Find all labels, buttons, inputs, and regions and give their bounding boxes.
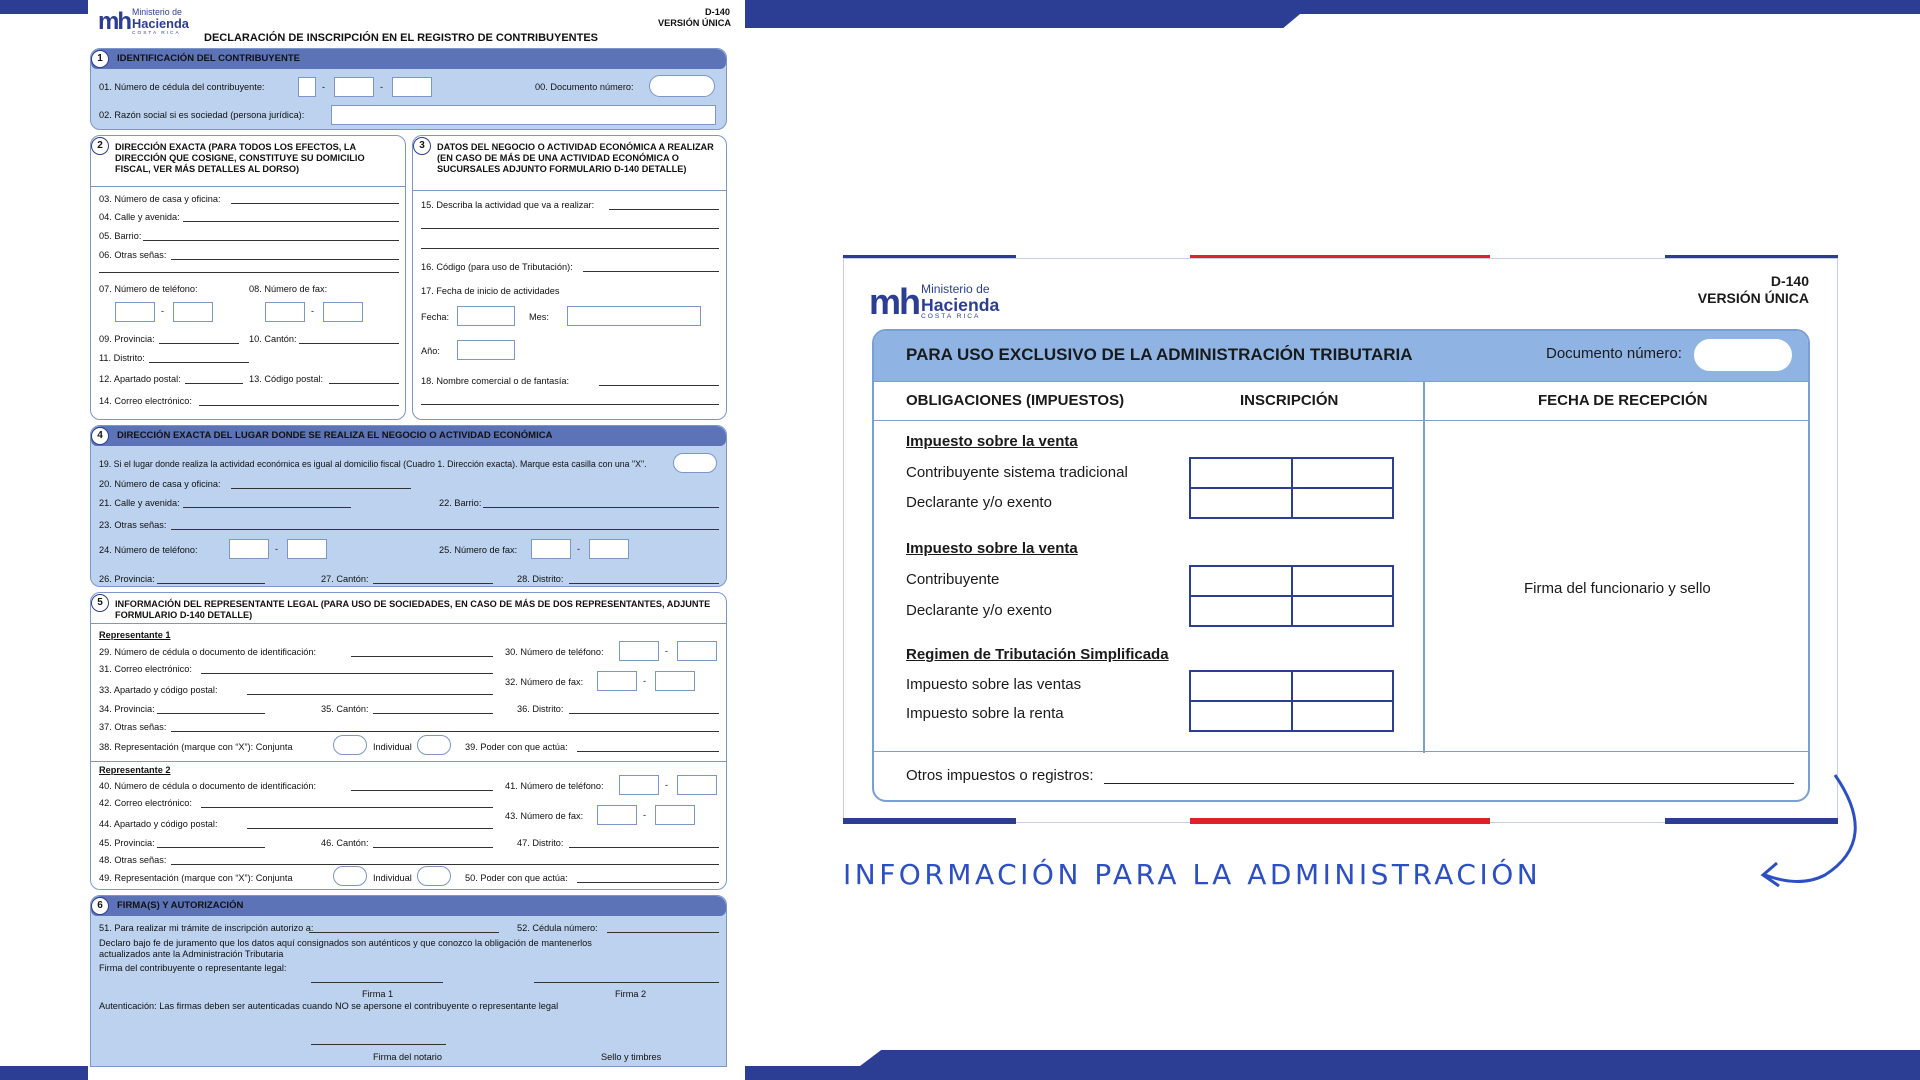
fecha-field[interactable] xyxy=(457,306,515,326)
label-14: 14. Correo electrónico: xyxy=(99,396,192,406)
cedula-part1[interactable] xyxy=(298,77,316,97)
label-individual-1: Individual xyxy=(373,742,412,752)
fax-25b[interactable] xyxy=(589,539,629,559)
card-bottom-bar-red xyxy=(1190,818,1490,824)
field-13[interactable] xyxy=(329,383,399,384)
label-individual-2: Individual xyxy=(373,873,412,883)
section-4-number: 4 xyxy=(91,427,109,445)
bottom-right-bar xyxy=(745,1066,1920,1080)
field-48[interactable] xyxy=(171,864,719,865)
top-left-bar xyxy=(0,0,88,14)
field-18b[interactable] xyxy=(421,404,719,405)
declaracion-text: Declaro bajo fe de juramento que los datos aquí consignados son auténticos y que conozco la obligación de mantenerlos actualizados ante la Administración Tributaria xyxy=(99,938,592,959)
field-33[interactable] xyxy=(247,694,493,695)
label-42: 42. Correo electrónico: xyxy=(99,798,192,808)
card-logo-line2: Hacienda xyxy=(921,294,1000,315)
otros-impuestos-label: Otros impuestos o registros: xyxy=(906,767,1094,784)
label-28: 28. Distrito: xyxy=(517,574,564,584)
label-24: 24. Número de teléfono: xyxy=(99,545,198,555)
cedula-part3[interactable] xyxy=(392,77,432,97)
label-22: 22. Barrio: xyxy=(439,498,482,508)
label-29: 29. Número de cédula o documento de identificación: xyxy=(99,647,317,657)
group-2-item-2: Declarante y/o exento xyxy=(906,602,1052,619)
label-23: 23. Otras señas: xyxy=(99,520,167,530)
card-bottom-bar-left xyxy=(843,818,1016,824)
label-25: 25. Número de fax: xyxy=(439,545,518,555)
section-1-number: 1 xyxy=(91,50,109,68)
label-30: 30. Número de teléfono: xyxy=(505,647,604,657)
label-08: 08. Número de fax: xyxy=(249,284,328,294)
group-3-title: Regimen de Tributación Simplificada xyxy=(906,646,1169,663)
label-00: 00. Documento número: xyxy=(535,82,634,92)
form-version: VERSIÓN ÚNICA xyxy=(658,18,731,28)
conjunta-1-checkbox[interactable] xyxy=(333,735,367,755)
section-3 xyxy=(412,135,727,420)
logo-line3: COSTA RICA xyxy=(132,30,181,36)
cedula-part2[interactable] xyxy=(334,77,374,97)
field-15b[interactable] xyxy=(421,228,719,229)
card-logo-line1: Ministerio de xyxy=(921,281,990,296)
section-5: 5 INFORMACIÓN DEL REPRESENTANTE LEGAL (PARA USO DE SOCIEDADES, EN CASO DE MÁS DE DOS REPRESENTANTES, ADJUNTE FORMULARIO D-140 DETALLE) Representante 1 29. Número de cédula o documento de identificación: 30. Número de teléfono: - 31. Correo electrónico: 32. Número de fax: - 33. Apartado y código postal: 34. Provincia: 35. Cantón: 36. Distrito: 37. Otras señas: 38. Representación (marque con “X”): Conjunta Individual 39. Poder con que actúa: Representante 2 40. Número de cédula o documento de identificación: 41. Número de teléfono: - 42. Correo electrónico: 43. Número de fax: - 44. Apartado y código postal: 45. Provincia: 46. Cantón: 47. Distrito: 48. Otras señas: 49. Representación (marque con “X”): Conjunta Individual 50. Poder con que actúa: xyxy=(90,592,727,890)
field-20[interactable] xyxy=(231,488,411,489)
card-mh-logo-mark: mh xyxy=(869,281,919,322)
label-17: 17. Fecha de inicio de actividades xyxy=(421,286,560,296)
field-37[interactable] xyxy=(171,731,719,732)
label-33: 33. Apartado y código postal: xyxy=(99,685,218,695)
firma-1-line[interactable] xyxy=(311,982,443,983)
mh-logo-mark: mh xyxy=(98,8,130,35)
field-40[interactable] xyxy=(351,790,493,791)
label-47: 47. Distrito: xyxy=(517,838,564,848)
mismo-domicilio-checkbox[interactable] xyxy=(673,453,717,473)
label-38: 38. Representación (marque con “X”): Conjunta xyxy=(99,742,293,752)
fax-b[interactable] xyxy=(323,302,363,322)
field-18[interactable] xyxy=(599,385,719,386)
section-5-title: INFORMACIÓN DEL REPRESENTANTE LEGAL (PARA USO DE SOCIEDADES, EN CASO DE MÁS DE DOS REPRESENTANTES, ADJUNTE FORMULARIO D-140 DETALLE) xyxy=(115,599,711,620)
label-firma-contribuyente: Firma del contribuyente o representante legal: xyxy=(99,963,287,973)
card-documento-numero-field[interactable] xyxy=(1694,339,1792,371)
label-06: 06. Otras señas: xyxy=(99,250,167,260)
section-4: DIRECCIÓN EXACTA DEL LUGAR DONDE SE REALIZA EL NEGOCIO O ACTIVIDAD ECONÓMICA 4 19. Si el lugar donde realiza la actividad económica es igual al domicilio fiscal (Cuadro 1. Dirección exacta). Marque esta casilla con una "X". 20. Número de casa y oficina: 21. Calle y avenida: 22. Barrio: 23. Otras señas: 24. Número de teléfono: - 25. Número de fax: - 26. Provincia: 27. Cantón: 28. Distrito: xyxy=(90,425,727,587)
form-code: D-140 xyxy=(705,7,731,17)
field-15[interactable] xyxy=(609,209,719,210)
section-2-title: DIRECCIÓN EXACTA (PARA TODOS LOS EFECTOS, LA DIRECCIÓN QUE COSIGNE, CONSTITUYE SU DOMICILIO FISCAL, VER MÁS DETALLES AL DORSO) xyxy=(115,142,365,174)
label-49: 49. Representación (marque con “X”): Conjunta xyxy=(99,873,293,883)
label-46: 46. Cantón: xyxy=(321,838,369,848)
label-01: 01. Número de cédula del contribuyente: xyxy=(99,82,265,92)
label-fecha: Fecha: xyxy=(421,312,450,322)
telefono-a[interactable] xyxy=(115,302,155,322)
card-logo xyxy=(869,281,999,323)
label-05: 05. Barrio: xyxy=(99,231,142,241)
label-15: 15. Describa la actividad que va a realizar: xyxy=(421,200,595,210)
section-6-title: FIRMA(S) Y AUTORIZACIÓN xyxy=(91,896,726,916)
field-31[interactable] xyxy=(201,673,493,674)
telefono-41b[interactable] xyxy=(677,775,717,795)
field-26[interactable] xyxy=(157,583,265,584)
conjunta-2-checkbox[interactable] xyxy=(333,866,367,886)
section-2-number: 2 xyxy=(91,137,109,155)
field-12[interactable] xyxy=(185,383,243,384)
label-18: 18. Nombre comercial o de fantasía: xyxy=(421,376,570,386)
field-15c[interactable] xyxy=(421,248,719,249)
fax-43a[interactable] xyxy=(597,805,637,825)
telefono-24b[interactable] xyxy=(287,539,327,559)
field-23[interactable] xyxy=(171,529,719,530)
field-47[interactable] xyxy=(569,847,719,848)
section-4-title: DIRECCIÓN EXACTA DEL LUGAR DONDE SE REALIZA EL NEGOCIO O ACTIVIDAD ECONÓMICA xyxy=(91,426,726,446)
fax-43b[interactable] xyxy=(655,805,695,825)
fax-a[interactable] xyxy=(265,302,305,322)
field-29[interactable] xyxy=(351,656,493,657)
label-36: 36. Distrito: xyxy=(517,704,564,714)
field-10[interactable] xyxy=(299,343,399,344)
label-39: 39. Poder con que actúa: xyxy=(465,742,568,752)
bottom-left-bar xyxy=(0,1066,88,1080)
label-40: 40. Número de cédula o documento de identificación: xyxy=(99,781,317,791)
group-2-checkgrid[interactable] xyxy=(1189,565,1394,627)
caption-informacion-administracion: INFORMACIÓN PARA LA ADMINISTRACIÓN xyxy=(843,858,1542,891)
label-firma-1: Firma 1 xyxy=(362,989,394,999)
individual-2-checkbox[interactable] xyxy=(417,866,451,886)
label-19: 19. Si el lugar donde realiza la actividad económica es igual al domicilio fiscal (Cuadro 1. Dirección exacta). Marque esta casilla con una "X". xyxy=(99,459,647,469)
label-04: 04. Calle y avenida: xyxy=(99,212,180,222)
col-obligaciones: OBLIGACIONES (IMPUESTOS) xyxy=(906,392,1125,409)
razon-social-field[interactable] xyxy=(331,105,716,125)
fax-32a[interactable] xyxy=(597,671,637,691)
field-11[interactable] xyxy=(149,362,249,363)
field-35[interactable] xyxy=(373,713,493,714)
label-notario: Firma del notario xyxy=(373,1052,442,1062)
group-2-title: Impuesto sobre la venta xyxy=(906,540,1078,557)
field-04[interactable] xyxy=(183,221,399,222)
bottom-bar-fragment xyxy=(860,1050,1920,1066)
section-6 xyxy=(90,895,727,1067)
group-1-item-2: Declarante y/o exento xyxy=(906,494,1052,511)
label-03: 03. Número de casa y oficina: xyxy=(99,194,221,204)
firma-notario-line[interactable] xyxy=(311,1044,446,1045)
section-2: 2 DIRECCIÓN EXACTA (PARA TODOS LOS EFECTOS, LA DIRECCIÓN QUE COSIGNE, CONSTITUYE SU DOMICILIO FISCAL, VER MÁS DETALLES AL DORSO) 03. Número de casa y oficina: 04. Calle y avenida: 05. Barrio: 06. Otras señas: 07. Número de teléfono: 08. Número de fax: - - 09. Provincia: 10. Cantón: 11. Distrito: 12. Apartado postal: 13. Código postal: 14. Correo electrónico: xyxy=(90,135,406,420)
label-26: 26. Provincia: xyxy=(99,574,155,584)
label-43: 43. Número de fax: xyxy=(505,811,584,821)
label-41: 41. Número de teléfono: xyxy=(505,781,604,791)
label-20: 20. Número de casa y oficina: xyxy=(99,479,221,489)
label-32: 32. Número de fax: xyxy=(505,677,584,687)
admin-panel-title: PARA USO EXCLUSIVO DE LA ADMINISTRACIÓN TRIBUTARIA xyxy=(906,345,1413,364)
group-1-title: Impuesto sobre la venta xyxy=(906,433,1078,450)
firma-2-line[interactable] xyxy=(534,982,719,983)
card-code: D-140 xyxy=(1770,273,1809,289)
logo-line1: Ministerio de xyxy=(132,7,182,18)
field-34[interactable] xyxy=(157,713,265,714)
group-3-checkgrid[interactable] xyxy=(1189,670,1394,732)
top-bar-fragment xyxy=(745,14,1300,28)
section-3-number: 3 xyxy=(413,137,431,155)
section-6-number: 6 xyxy=(91,897,109,915)
label-48: 48. Otras señas: xyxy=(99,855,167,865)
firma-funcionario-label: Firma del funcionario y sello xyxy=(1524,580,1711,597)
label-firma-2: Firma 2 xyxy=(615,989,647,999)
label-51: 51. Para realizar mi trámite de inscripción autorizo a: xyxy=(99,923,314,933)
anio-field[interactable] xyxy=(457,340,515,360)
section-1-title: IDENTIFICACIÓN DEL CONTRIBUYENTE xyxy=(91,49,726,69)
top-right-bar xyxy=(745,0,1920,14)
individual-1-checkbox[interactable] xyxy=(417,735,451,755)
field-09[interactable] xyxy=(159,343,239,344)
section-3-title: DATOS DEL NEGOCIO O ACTIVIDAD ECONÓMICA A REALIZAR (EN CASO DE MÁS DE UNA ACTIVIDAD ECONÓMICA O SUCURSALES ADJUNTO FORMULARIO D-140 DETALLE) xyxy=(437,142,714,174)
form-logo xyxy=(98,8,189,36)
label-37: 37. Otras señas: xyxy=(99,722,167,732)
section-5-number: 5 xyxy=(91,594,109,612)
label-10: 10. Cantón: xyxy=(249,334,297,344)
field-42[interactable] xyxy=(201,807,493,808)
telefono-30b[interactable] xyxy=(677,641,717,661)
admin-card xyxy=(843,258,1838,823)
label-sello: Sello y timbres xyxy=(601,1052,662,1062)
label-27: 27. Cantón: xyxy=(321,574,369,584)
telefono-41a[interactable] xyxy=(619,775,659,795)
autenticacion-text: Autenticación: Las firmas deben ser autenticadas cuando NO se apersone el contribuyente o representante legal xyxy=(99,1001,559,1011)
label-02: 02. Razón social si es sociedad (persona jurídica): xyxy=(99,110,305,120)
field-45[interactable] xyxy=(157,847,265,848)
group-3-item-1: Impuesto sobre las ventas xyxy=(906,676,1082,693)
field-51[interactable] xyxy=(309,932,499,933)
group-1-item-1: Contribuyente sistema tradicional xyxy=(906,464,1128,481)
logo-line2: Hacienda xyxy=(132,16,189,32)
field-05[interactable] xyxy=(143,240,399,241)
field-21[interactable] xyxy=(183,507,351,508)
label-52: 52. Cédula número: xyxy=(517,923,598,933)
form-d140 xyxy=(90,0,745,1080)
label-11: 11. Distrito: xyxy=(99,353,145,363)
label-35: 35. Cantón: xyxy=(321,704,369,714)
field-39[interactable] xyxy=(577,751,719,752)
label-09: 09. Provincia: xyxy=(99,334,155,344)
label-12: 12. Apartado postal: xyxy=(99,374,181,384)
fax-25a[interactable] xyxy=(531,539,571,559)
admin-panel xyxy=(872,329,1810,802)
label-13: 13. Código postal: xyxy=(249,374,324,384)
field-52[interactable] xyxy=(607,932,719,933)
label-31: 31. Correo electrónico: xyxy=(99,664,192,674)
card-logo-line3: COSTA RICA xyxy=(921,313,981,321)
field-06[interactable] xyxy=(171,259,399,260)
label-mes: Mes: xyxy=(529,312,549,322)
label-44: 44. Apartado y código postal: xyxy=(99,819,218,829)
documento-numero-field[interactable] xyxy=(649,75,715,97)
telefono-30a[interactable] xyxy=(619,641,659,661)
label-34: 34. Provincia: xyxy=(99,704,155,714)
group-2-item-1: Contribuyente xyxy=(906,571,1000,588)
label-45: 45. Provincia: xyxy=(99,838,155,848)
field-46[interactable] xyxy=(373,847,493,848)
field-06b[interactable] xyxy=(99,272,399,273)
curved-arrow-icon xyxy=(1755,770,1875,910)
documento-numero-label: Documento número: xyxy=(1546,345,1682,362)
field-50[interactable] xyxy=(577,882,719,883)
col-fecha-recepcion: FECHA DE RECEPCIÓN xyxy=(1538,392,1708,409)
field-14[interactable] xyxy=(199,405,399,406)
group-3-item-2: Impuesto sobre la renta xyxy=(906,705,1064,722)
field-16[interactable] xyxy=(583,271,719,272)
label-07: 07. Número de teléfono: xyxy=(99,284,198,294)
field-27[interactable] xyxy=(373,583,493,584)
label-anio: Año: xyxy=(421,346,440,356)
form-title: DECLARACIÓN DE INSCRIPCIÓN EN EL REGISTRO DE CONTRIBUYENTES xyxy=(204,32,598,44)
field-36[interactable] xyxy=(569,713,719,714)
field-03[interactable] xyxy=(231,203,399,204)
telefono-24a[interactable] xyxy=(229,539,269,559)
mes-field[interactable] xyxy=(567,306,701,326)
field-28[interactable] xyxy=(569,583,719,584)
field-22[interactable] xyxy=(483,507,719,508)
telefono-b[interactable] xyxy=(173,302,213,322)
field-44[interactable] xyxy=(247,828,493,829)
fax-32b[interactable] xyxy=(655,671,695,691)
group-1-checkgrid[interactable] xyxy=(1189,457,1394,519)
card-version: VERSIÓN ÚNICA xyxy=(1697,290,1809,306)
otros-impuestos-line[interactable] xyxy=(1104,783,1794,784)
section-1: IDENTIFICACIÓN DEL CONTRIBUYENTE 1 01. Número de cédula del contribuyente: - - 00. Documento número: 02. Razón social si es sociedad (persona jurídica): xyxy=(90,48,727,130)
label-50: 50. Poder con que actúa: xyxy=(465,873,568,883)
label-21: 21. Calle y avenida: xyxy=(99,498,180,508)
rep2-heading: Representante 2 xyxy=(99,765,171,775)
rep1-heading: Representante 1 xyxy=(99,630,171,640)
col-inscripcion: INSCRIPCIÓN xyxy=(1240,392,1339,409)
label-16: 16. Código (para uso de Tributación): xyxy=(421,262,573,272)
